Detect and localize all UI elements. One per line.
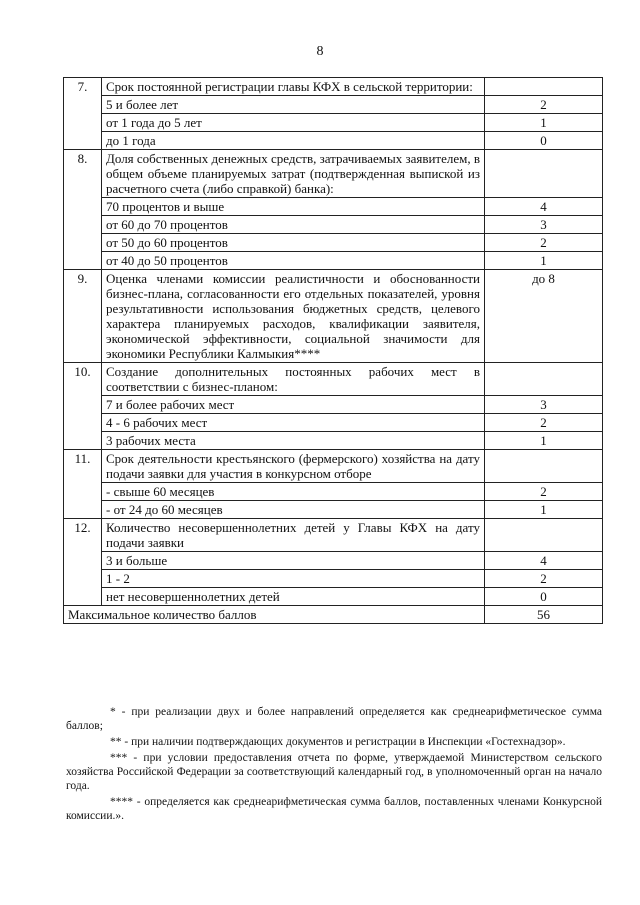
option-label: - от 24 до 60 месяцев [102, 501, 485, 519]
option-score: 2 [485, 414, 603, 432]
criterion-number: 11. [64, 450, 102, 519]
option-score: 3 [485, 216, 603, 234]
criterion-option-row [64, 483, 603, 501]
option-label: от 1 года до 5 лет [102, 114, 485, 132]
option-label: 3 рабочих места [102, 432, 485, 450]
criterion-option-row [64, 432, 603, 450]
option-score: 0 [485, 588, 603, 606]
option-score: 4 [485, 198, 603, 216]
criteria-table-body [64, 78, 603, 624]
criterion-title-score [485, 450, 603, 483]
option-label: до 1 года [102, 132, 485, 150]
criterion-number: 9. [64, 270, 102, 363]
criterion-title-score: до 8 [485, 270, 603, 363]
option-label: - свыше 60 месяцев [102, 483, 485, 501]
criteria-table [63, 77, 603, 624]
option-label: 7 и более рабочих мест [102, 396, 485, 414]
criterion-title: Количество несовершеннолетних детей у Главы КФХ на дату подачи заявки [102, 519, 485, 552]
total-label: Максимальное количество баллов [64, 606, 485, 624]
total-row [64, 606, 603, 624]
criterion-row [64, 519, 603, 552]
option-score: 1 [485, 114, 603, 132]
option-score: 1 [485, 252, 603, 270]
criterion-row [64, 363, 603, 396]
criterion-row [64, 78, 603, 96]
criterion-row [64, 450, 603, 483]
criterion-option-row [64, 501, 603, 519]
option-label: 1 - 2 [102, 570, 485, 588]
footnote: *** - при условии предоставления отчета по форме, утверждаемой Министерством сельского хозяйства Российской Федерации за соответствующий календарный год, в уполномоченный орган на начало года. [66, 752, 602, 792]
option-score: 4 [485, 552, 603, 570]
criterion-number: 7. [64, 78, 102, 150]
option-label: 70 процентов и выше [102, 198, 485, 216]
option-label: от 60 до 70 процентов [102, 216, 485, 234]
option-label: нет несовершеннолетних детей [102, 588, 485, 606]
criterion-number: 10. [64, 363, 102, 450]
criterion-title: Создание дополнительных постоянных рабочих мест в соответствии с бизнес-планом: [102, 363, 485, 396]
criterion-title: Срок постоянной регистрации главы КФХ в сельской территории: [102, 78, 485, 96]
criterion-option-row [64, 96, 603, 114]
criterion-title-score [485, 150, 603, 198]
criterion-title-score [485, 363, 603, 396]
criterion-option-row [64, 552, 603, 570]
criterion-number: 8. [64, 150, 102, 270]
criterion-row [64, 270, 603, 363]
option-label: от 50 до 60 процентов [102, 234, 485, 252]
criterion-title-score [485, 78, 603, 96]
criterion-title-score [485, 519, 603, 552]
total-score: 56 [485, 606, 603, 624]
option-score: 2 [485, 570, 603, 588]
footnote: ** - при наличии подтверждающих документов и регистрации в Инспекции «Гостехнадзор». [110, 736, 566, 748]
criterion-option-row [64, 198, 603, 216]
option-label: 5 и более лет [102, 96, 485, 114]
option-score: 3 [485, 396, 603, 414]
criterion-option-row [64, 216, 603, 234]
criterion-option-row [64, 234, 603, 252]
footnotes [66, 705, 602, 825]
criterion-option-row [64, 252, 603, 270]
criterion-option-row [64, 114, 603, 132]
option-label: от 40 до 50 процентов [102, 252, 485, 270]
criterion-option-row [64, 414, 603, 432]
criterion-title: Доля собственных денежных средств, затрачиваемых заявителем, в общем объеме планируемых затрат (подтвержденная выпиской из расчетного счета (либо справкой) банка): [102, 150, 485, 198]
footnote: * - при реализации двух и более направлений определяется как среднеарифметическое сумма баллов; [66, 706, 602, 732]
criterion-title: Срок деятельности крестьянского (фермерского) хозяйства на дату подачи заявки для участия в конкурсном отборе [102, 450, 485, 483]
criterion-number: 12. [64, 519, 102, 606]
option-score: 1 [485, 432, 603, 450]
option-score: 2 [485, 234, 603, 252]
option-score: 1 [485, 501, 603, 519]
option-score: 2 [485, 96, 603, 114]
criterion-row [64, 150, 603, 198]
criterion-title: Оценка членами комиссии реалистичности и обоснованности бизнес-плана, согласованности его отдельных показателей, уровня результативности использования бюджетных средств, целевого характера планируемых расходов, квалификации заявителя, экономической эффективности, социальной значимости для экономики Республики Калмыкия**** [102, 270, 485, 363]
option-score: 2 [485, 483, 603, 501]
option-label: 4 - 6 рабочих мест [102, 414, 485, 432]
footnote: **** - определяется как среднеарифметическая сумма баллов, поставленных членами Конкурсной комиссии.». [66, 796, 602, 822]
criterion-option-row [64, 396, 603, 414]
option-label: 3 и больше [102, 552, 485, 570]
criterion-option-row [64, 132, 603, 150]
page-number: 8 [316, 44, 324, 59]
criterion-option-row [64, 588, 603, 606]
option-score: 0 [485, 132, 603, 150]
criterion-option-row [64, 570, 603, 588]
